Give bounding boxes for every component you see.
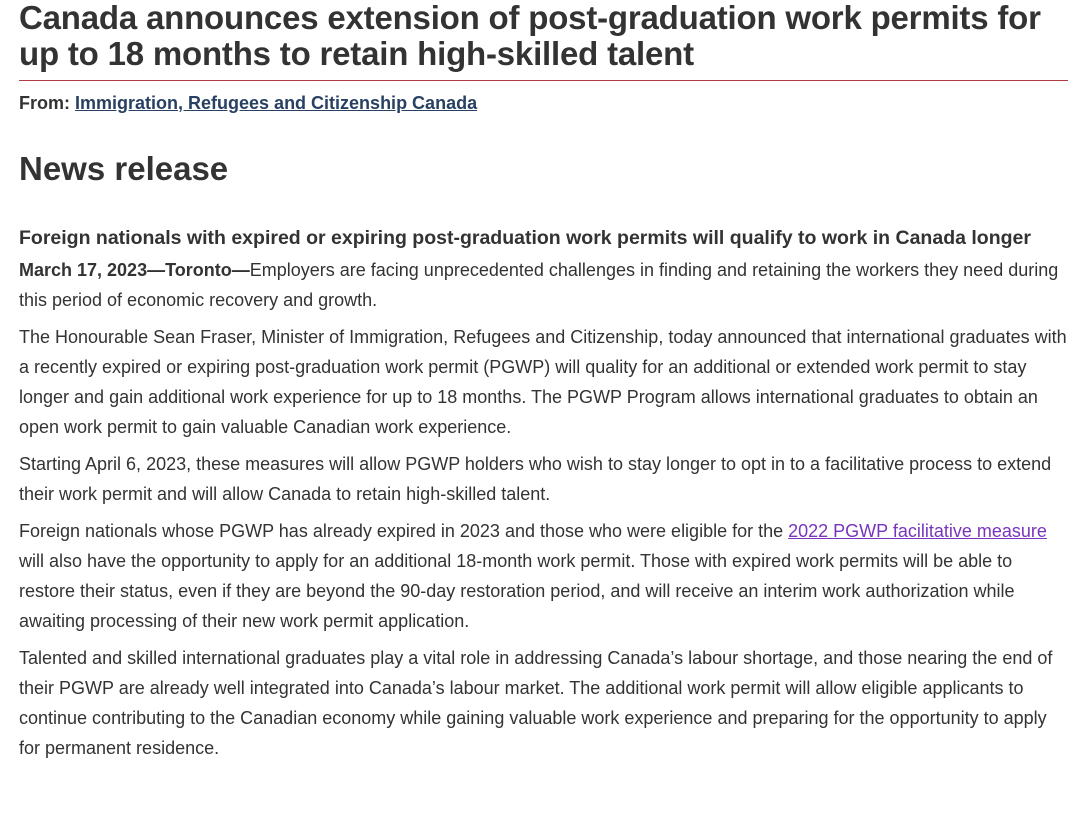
section-heading: News release: [19, 150, 229, 187]
dateline: March 17, 2023—Toronto—: [19, 260, 250, 280]
facilitative-measure-link[interactable]: 2022 PGWP facilitative measure: [788, 521, 1047, 541]
paragraph-4-before: Foreign nationals whose PGWP has already expired in 2023 and those who were eligible for the: [19, 521, 789, 541]
department-link[interactable]: Immigration, Refugees and Citizenship Canada: [75, 93, 478, 113]
article-subheading: Foreign nationals with expired or expiring post-graduation work permits will qualify to work in Canada longer: [19, 227, 1031, 249]
byline: [19, 92, 1068, 114]
page-title: Canada announces extension of post-graduation work permits for up to 18 months to retain high-skilled talent: [19, 0, 1068, 81]
paragraph-1-text: Employers are facing unprecedented challenges in finding and retaining the workers they need during this period of economic recovery and growth.: [19, 260, 1059, 310]
from-label: From:: [19, 93, 70, 113]
paragraph-5: Talented and skilled international graduates play a vital role in addressing Canada’s labour shortage, and those nearing the end of their PGWP are already well integrated into Canada’s labour market. The additional work permit will allow eligible applicants to continue contributing to the Canadian economy while gaining valuable work experience and preparing for the opportunity to apply for permanent residence.: [19, 648, 1053, 758]
paragraph-1: [19, 255, 1068, 315]
paragraph-4-after: will also have the opportunity to apply for an additional 18-month work permit. Those with expired work permits will be able to restore their status, even if they are beyond the 90-day restoration period, and will receive an interim work authorization while awaiting processing of their new work permit application.: [19, 551, 1015, 631]
paragraph-2: The Honourable Sean Fraser, Minister of Immigration, Refugees and Citizenship, today announced that international graduates with a recently expired or expiring post-graduation work permit (PGWP) will quality for an additional or extended work permit to stay longer and gain additional work experience for up to 18 months. The PGWP Program allows international graduates to obtain an open work permit to gain valuable Canadian work experience.: [19, 327, 1067, 437]
paragraph-3: Starting April 6, 2023, these measures will allow PGWP holders who wish to stay longer to opt in to a facilitative process to extend their work permit and will allow Canada to retain high-skilled talent.: [19, 454, 1052, 504]
paragraph-4: [19, 516, 1068, 636]
